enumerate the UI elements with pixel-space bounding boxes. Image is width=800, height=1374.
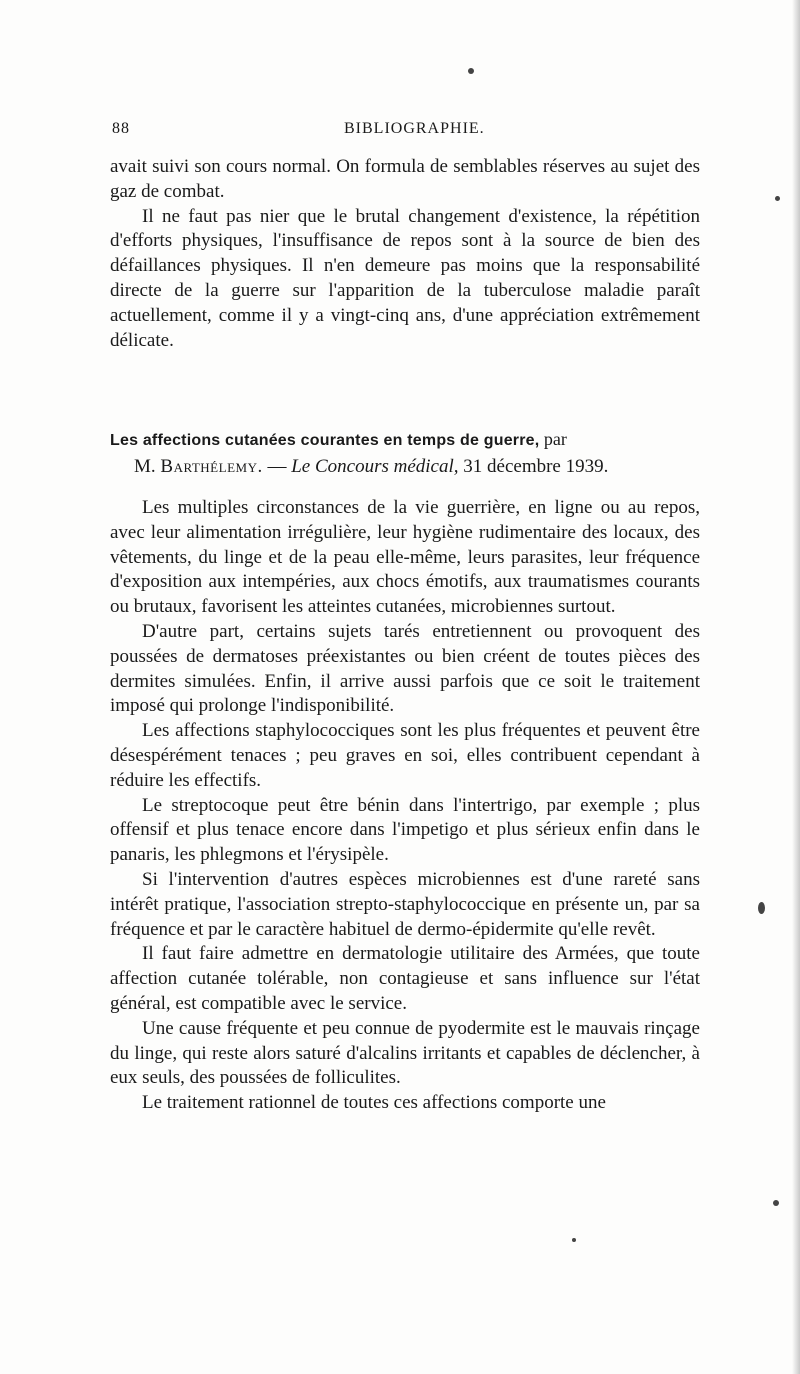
scan-speck — [758, 902, 765, 914]
scan-speck — [775, 196, 780, 201]
body-paragraph: Les multiples circonstances de la vie guerrière, en ligne ou au repos, avec leur alimentation irrégulière, leur hygiène rudimentaire des locaux, des vêtements, du linge et de la peau elle-même, leurs parasites, leur fréquence d'exposition aux intempéries, aux chocs émotifs, aux traumatismes courants ou brutaux, favorisent les atteintes cutanées, microbiennes surtout. — [110, 497, 700, 618]
body-paragraph: Si l'intervention d'autres espèces microbiennes est d'une rareté sans intérêt pratique, l'association strepto-staphylococcique en présente un, par sa fréquence et par le caractère habituel de dermo-épidermite qu'elle revêt. — [110, 868, 700, 940]
publication-date: 31 décembre 1939. — [463, 456, 609, 477]
body-paragraph: Une cause fréquente et peu connue de pyodermite est le mauvais rinçage du linge, qui reste alors saturé d'alcalins irritants et capables de déclencher, à eux seuls, des poussées de folliculites. — [110, 1017, 700, 1089]
article-citation — [110, 454, 700, 480]
article-title: Les affections cutanées courantes en temps de guerre, — [110, 432, 540, 449]
author-prefix: M. — [134, 456, 156, 477]
body-paragraph: Le streptocoque peut être bénin dans l'intertrigo, par exemple ; plus offensif et plus tenace encore dans l'impetigo et plus sérieux enfin dans le panaris, les phlegmons et l'érysipèle. — [110, 794, 700, 866]
intro-paragraph: Il ne faut pas nier que le brutal changement d'existence, la répétition d'efforts physiques, l'insuffisance de repos sont à la source de bien des défaillances physiques. Il n'en demeure pas moins que la responsabilité directe de la guerre sur l'apparition de la tuberculose maladie paraît actuellement, comme il y a vingt-cinq ans, d'une appréciation extrêmement délicate. — [110, 205, 700, 351]
running-head: BIBLIOGRAPHIE. — [344, 120, 485, 137]
intro-paragraph: avait suivi son cours normal. On formula de semblables réserves au sujet des gaz de combat. — [110, 156, 700, 202]
page-number: 88 — [112, 120, 130, 137]
scan-speck — [773, 1200, 779, 1206]
body-paragraph: Les affections staphylococciques sont les plus fréquentes et peuvent être désespérément tenaces ; peu graves en soi, elles contribuent cependant à réduire les effectifs. — [110, 720, 700, 791]
journal-name: Le Concours médical, — [291, 456, 459, 477]
article-heading — [110, 426, 700, 480]
scan-speck — [572, 1238, 576, 1242]
scan-speck — [468, 68, 474, 74]
article-par: par — [543, 429, 567, 449]
body-paragraph: D'autre part, certains sujets tarés entretiennent ou provoquent des poussées de dermatoses préexistantes ou bien créent de toutes pièces des dermites simulées. Enfin, il arrive aussi parfois que ce soit le traitement imposé qui prolonge l'indisponibilité. — [110, 620, 700, 717]
intro-text-block — [110, 155, 700, 353]
article-body — [110, 496, 700, 1116]
article-author: Barthélemy. — [160, 456, 263, 477]
page-edge-shadow — [792, 0, 800, 1374]
page-header — [112, 120, 692, 142]
body-paragraph: Le traitement rationnel de toutes ces affections comporte une — [142, 1092, 606, 1114]
citation-dash: — — [267, 456, 287, 477]
body-paragraph: Il faut faire admettre en dermatologie utilitaire des Armées, que toute affection cutanée tolérable, non contagieuse et sans influence sur l'état général, est compatible avec le service. — [110, 943, 700, 1014]
